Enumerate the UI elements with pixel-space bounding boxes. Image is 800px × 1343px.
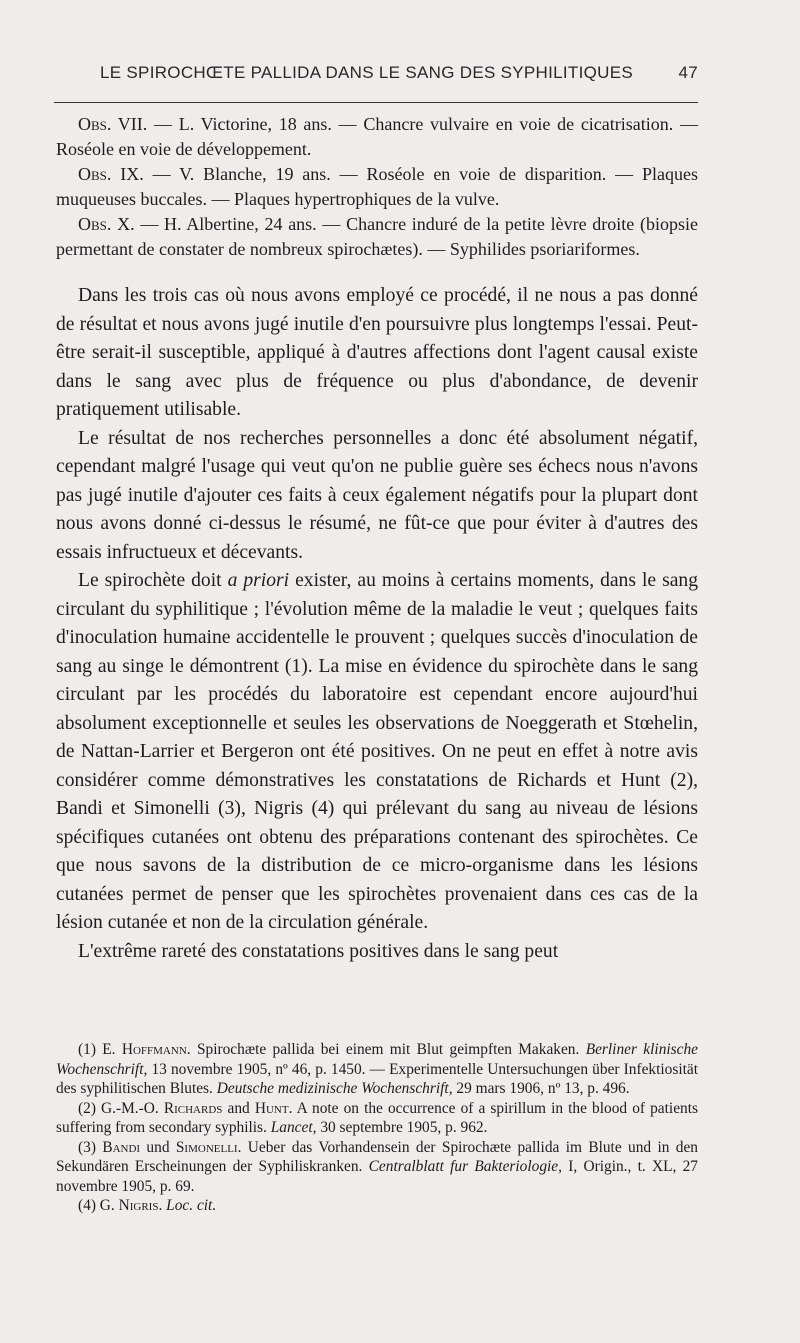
footnote-author: Simonelli xyxy=(175,1138,238,1156)
paragraph-1: Dans les trois cas où nous avons employé ce procédé, il ne nous a pas donné de résultat et nous avons jugé inutile d'en poursuivre plus longtemps l'essai. Peut-être serait-il susceptible, appliqué à d'autres affections dont l'agent causal existe dans le sang avec plus de fréquence ou plus d'abondance, de devenir pratiquement utilisable. xyxy=(56,285,698,420)
observation-label: Obs. VII. xyxy=(78,114,148,134)
page-number: 47 xyxy=(678,63,698,82)
paragraph-4: L'extrême rareté des constatations positives dans le sang peut xyxy=(78,940,559,962)
footnote-4 xyxy=(56,1196,698,1216)
observations-list xyxy=(56,112,698,262)
footnote-mark: (4) G. xyxy=(78,1197,119,1214)
running-title: LE SPIROCHŒTE PALLIDA DANS LE SANG DES SYPHILITIQUES xyxy=(100,63,633,82)
footnote-author: Hunt xyxy=(254,1099,289,1117)
footnote-2 xyxy=(56,1099,698,1138)
footnote-text: and xyxy=(222,1099,255,1117)
paragraph-3-rest: exister, au moins à certains moments, dans le sang circulant du syphilitique ; l'évolution même de la maladie le veut ; quelques faits d'inoculation humaine accidentelle le prouvent ; quelques succès d'inoculation de sang au singe le démontrent (1). La mise en évidence du spirochète dans le sang circulant par les procédés du laboratoire est cependant encore aujourd'hui absolument exceptionnelle et seules les observations de Noeggerath et Stœhelin, de Nattan-Larrier et Bergeron ont été positives. On ne peut en effet à notre avis considérer comme démonstratives les constatations de Richards et Hunt (2), Bandi et Simonelli (3), Nigris (4) qui prélevant du sang au niveau de lésions spécifiques cutanées ont obtenu des préparations contenant des spirochètes. Ce que nous savons de la distribution de ce micro-organisme dans les lésions cutanées permet de penser que les spirochètes provenaient dans ces cas de la lésion cutanée et non de la circulation générale. xyxy=(56,570,698,933)
header-rule xyxy=(54,102,698,103)
observation-ix xyxy=(56,162,698,212)
footnote-text: 30 septembre 1905, p. 962. xyxy=(316,1119,488,1136)
footnote-text: . A note on the occurrence of a spirillum in the blood of patients suffering from secondary syphilis. xyxy=(56,1099,698,1136)
paragraph-2: Le résultat de nos recherches personnelles a donc été absolument négatif, cependant malgré l'usage qui veut qu'on ne publie guère ses échecs nous n'avons pas jugé inutile d'ajouter ces faits à ceux également négatifs pour la plupart dont nous avons donné ci-dessus le résumé, ne fût-ce que pour éviter à d'autres des essais infructueux et décevants. xyxy=(56,427,698,563)
footnote-text: . Spirochæte pallida bei einem mit Blut geimpften Makaken. xyxy=(186,1041,586,1058)
body-text xyxy=(56,112,698,966)
footnote-text: I, Origin., t. XL, 27 novembre 1905, p. 69. xyxy=(56,1158,698,1195)
observation-text: — L. Victorine, 18 ans. — Chancre vulvaire en voie de cicatrisation. — Roséole en voie de développement. xyxy=(56,114,698,159)
observation-label: Obs. IX. xyxy=(78,164,144,184)
paragraph-3 xyxy=(56,567,698,938)
footnote-mark: (1) E. xyxy=(78,1041,122,1058)
footnote-text: 13 novembre 1905, nº 46, p. 1450. — Experimentelle Untersuchungen über Infektiosität des syphilitischen Blutes. xyxy=(56,1060,698,1097)
footnote-text: 29 mars 1906, nº 13, p. 496. xyxy=(452,1080,630,1097)
paragraph-3-italic: a priori xyxy=(227,570,290,591)
main-text xyxy=(56,282,698,966)
footnote-1 xyxy=(56,1040,698,1099)
footnote-author: Bandi xyxy=(102,1138,141,1156)
footnote-journal: Loc. cit. xyxy=(166,1197,217,1214)
footnote-author: Nigris xyxy=(118,1197,159,1214)
footnote-author: Richards xyxy=(163,1099,223,1117)
footnote-journal: Berliner klinische Wochenschrift, xyxy=(56,1041,699,1078)
paragraph-3-start: Le spirochète doit xyxy=(78,570,228,591)
footnote-author: Hoffmann xyxy=(121,1041,187,1058)
observation-vii xyxy=(56,112,698,162)
footnotes xyxy=(56,1040,698,1216)
observation-text: — H. Albertine, 24 ans. — Chancre induré de la petite lèvre droite (biopsie permettant de constater de nombreux spirochætes). — Syphilides psoriariformes. xyxy=(56,214,698,259)
footnote-text: . xyxy=(158,1197,167,1214)
footnote-journal: Centralblatt fur Bakteriologie, xyxy=(368,1158,562,1175)
observation-x xyxy=(56,212,698,262)
footnote-mark: (3) xyxy=(78,1138,103,1156)
footnote-mark: (2) G.-M.-O. xyxy=(78,1099,164,1117)
footnote-text: und xyxy=(140,1138,176,1156)
footnote-text: . Ueber das Vorhandensein der Spirochæte pallida im Blute und in den Sekundären Erscheinungen der Syphiliskranken. xyxy=(56,1138,699,1175)
footnote-journal: Lancet, xyxy=(270,1119,317,1136)
observation-text: — V. Blanche, 19 ans. — Roséole en voie de disparition. — Plaques muqueuses buccales. — Plaques hypertrophiques de la vulve. xyxy=(56,164,698,209)
footnote-3 xyxy=(56,1138,698,1197)
footnote-journal: Deutsche medizinische Wochenschrift, xyxy=(216,1080,453,1097)
observation-label: Obs. X. xyxy=(78,214,135,234)
